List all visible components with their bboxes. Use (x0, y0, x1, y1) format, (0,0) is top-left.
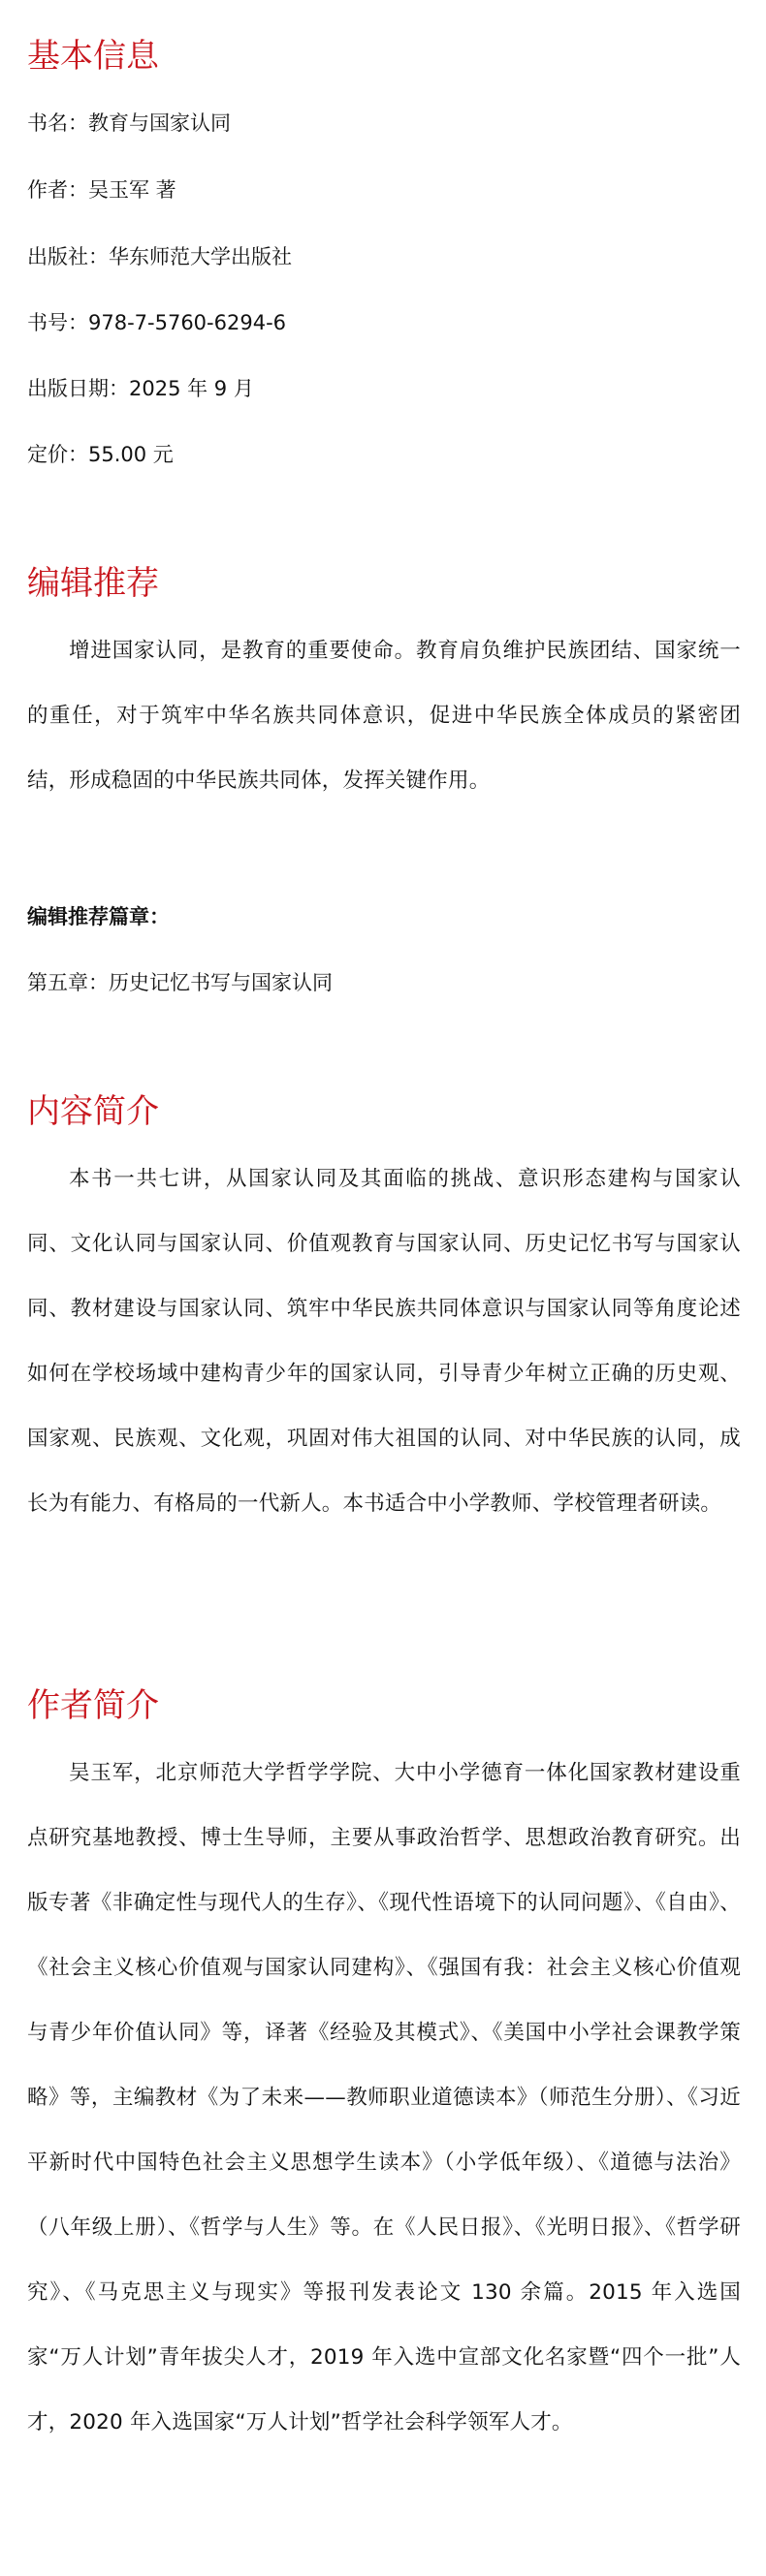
recommended-chapter: 第五章：历史记忆书写与国家认同 (27, 971, 333, 994)
author-intro-heading: 作者简介 (27, 1686, 159, 1725)
book-title-line: 书名：教育与国家认同 (27, 111, 231, 135)
author-intro-paragraph: 吴玉军，北京师范大学哲学学院、大中小学德育一体化国家教材建设重点研究基地教授、博士生导师，主要从事政治哲学、思想政治教育研究。出版专著《非确定性与现代人的生存》、《现代性语境下的认同问题》、《自由》、《社会主义核心价值观与国家认同建构》、《强国有我：社会主义核心价值观与青少年价值认同》等，译著《经验及其模式》、《美国中小学社会课教学策略》等，主编教材《为了未来——教师职业道德读本》（师范生分册）、《习近平新时代中国特色社会主义思想学生读本》（小学低年级）、《道德与法治》（八年级上册）、《哲学与人生》等。在《人民日报》、《光明日报》、《哲学研究》、《马克思主义与现实》等报刊发表论文 130 余篇。2015 年入选国家“万人计划”青年拔尖人才，2019 年入选中宣部文化名家暨“四个一批”人才，2020 年入选国家“万人计划”哲学社会科学领军人才。 (27, 1761, 741, 2435)
author-line: 作者：吴玉军 著 (27, 178, 176, 202)
editor-recommend-paragraph: 增进国家认同，是教育的重要使命。教育肩负维护民族团结、国家统一的重任，对于筑牢中华名族共同体意识，促进中华民族全体成员的紧密团结，形成稳固的中华民族共同体，发挥关键作用。 (27, 639, 741, 793)
publisher-line: 出版社：华东师范大学出版社 (27, 245, 292, 268)
publish-date-line: 出版日期：2025 年 9 月 (27, 377, 254, 400)
basic-info-heading: 基本信息 (27, 37, 159, 76)
content-intro-paragraph: 本书一共七讲，从国家认同及其面临的挑战、意识形态建构与国家认同、文化认同与国家认同、价值观教育与国家认同、历史记忆书写与国家认同、教材建设与国家认同、筑牢中华民族共同体意识与国家认同等角度论述如何在学校场域中建构青少年的国家认同，引导青少年树立正确的历史观、国家观、民族观、文化观，巩固对伟大祖国的认同、对中华民族的认同，成长为有能力、有格局的一代新人。本书适合中小学教师、学校管理者研读。 (27, 1167, 741, 1516)
editor-recommend-heading: 编辑推荐 (27, 564, 159, 603)
isbn-line: 书号：978-7-5760-6294-6 (27, 311, 287, 334)
price-line: 定价：55.00 元 (27, 443, 174, 466)
recommended-chapters-label: 编辑推荐篇章： (27, 905, 170, 928)
content-intro-heading: 内容简介 (27, 1092, 159, 1131)
